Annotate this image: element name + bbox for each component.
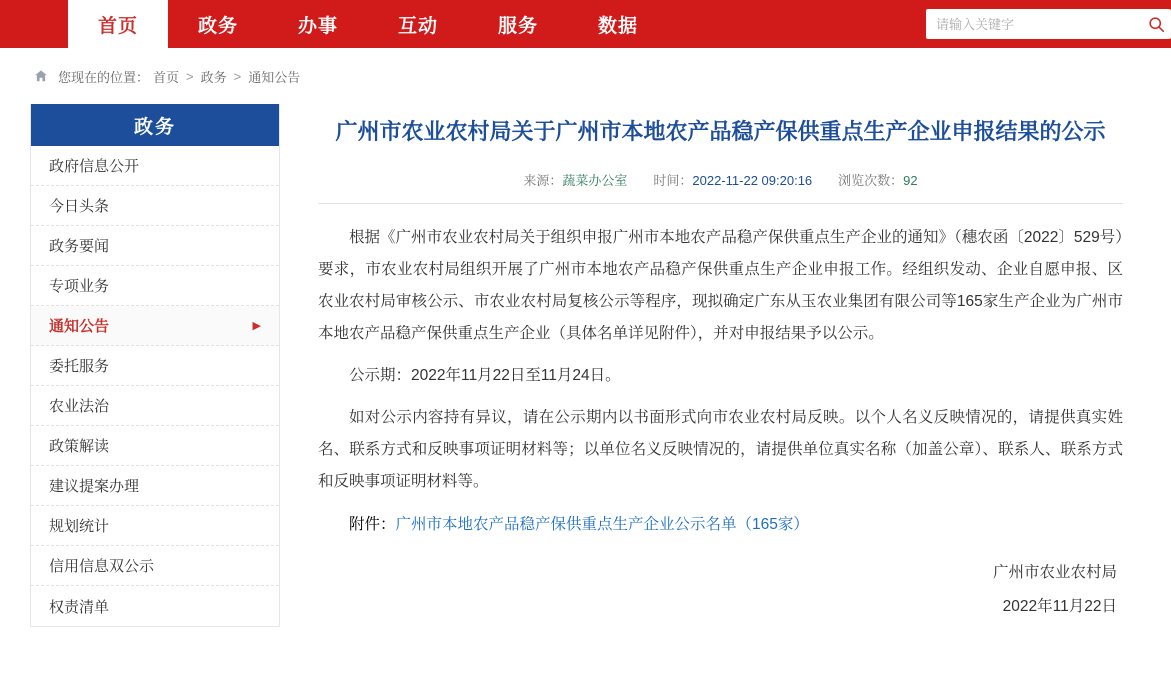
meta-views-value: 92: [903, 173, 918, 188]
search-box: [926, 9, 1171, 39]
nav-item-label: 办事: [297, 15, 338, 37]
chevron-right-icon: ▶: [252, 320, 261, 332]
meta-time: [653, 170, 812, 189]
sidebar-item-label: 专项业务: [49, 278, 110, 295]
nav-item-home[interactable]: [68, 0, 168, 48]
sidebar-item-label: 政府信息公开: [49, 158, 140, 175]
article-body: [318, 222, 1123, 498]
breadcrumb-separator: >: [186, 68, 194, 84]
attachment-label: 附件：: [349, 516, 396, 533]
attachment-link[interactable]: 广州市本地农产品稳产保供重点生产企业公示名单（165家）: [395, 516, 809, 533]
home-icon: [34, 69, 48, 83]
sidebar-item-label: 通知公告: [49, 318, 110, 335]
sidebar-item-label: 建议提案办理: [49, 478, 140, 495]
sidebar-item-government-news[interactable]: [31, 226, 279, 266]
signoff-organization: 广州市农业农村局: [992, 564, 1117, 581]
nav-item-data[interactable]: [568, 0, 668, 48]
page-title: 广州市农业农村局关于广州市本地农产品稳产保供重点生产企业申报结果的公示: [335, 119, 1106, 144]
meta-time-label: 时间：: [653, 173, 693, 188]
nav-item-label: 首页: [97, 15, 138, 37]
sidebar-item-label: 今日头条: [49, 198, 110, 215]
sidebar-item-special-business[interactable]: [31, 266, 279, 306]
sidebar-item-agriculture-law[interactable]: [31, 386, 279, 426]
sidebar-item-label: 规划统计: [49, 518, 110, 535]
top-navigation-bar: [0, 0, 1171, 48]
article-content: [280, 104, 1141, 624]
meta-time-value: 2022-11-22 09:20:16: [692, 173, 813, 188]
article-paragraph: 根据《广州市农业农村局关于组织申报广州市本地农产品稳产保供重点生产企业的通知》（穗农函〔2022〕529号）要求，市农业农村局组织开展了广州市本地农产品稳产保供重点生产企业申报工作。经组织发动、企业自愿申报、区农业农村局审核公示、市农业农村局复核公示等程序，现拟确定广东从玉农业集团有限公司等165家生产企业为广州市本地农产品稳产保供重点生产企业（具体名单详见附件），并对申报结果予以公示。: [318, 229, 1123, 342]
nav-item-label: 政务: [197, 15, 238, 37]
breadcrumb-item-notices[interactable]: 通知公告: [248, 69, 301, 85]
attachment-row: [318, 512, 1123, 534]
search-button[interactable]: [1141, 9, 1171, 39]
sidebar-item-today-headlines[interactable]: [31, 186, 279, 226]
sidebar-title: 政务: [31, 104, 279, 146]
sidebar-item-government-info-disclosure[interactable]: [31, 146, 279, 186]
sidebar-item-credit-double-disclosure[interactable]: [31, 546, 279, 586]
sidebar-item-policy-interpretation[interactable]: [31, 426, 279, 466]
article-signoff: [318, 556, 1123, 624]
meta-views-label: 浏览次数：: [838, 173, 904, 188]
sidebar-item-entrusted-services[interactable]: [31, 346, 279, 386]
meta-divider: [318, 203, 1123, 204]
search-icon: [1148, 16, 1165, 33]
nav-item-government[interactable]: [168, 0, 268, 48]
article-paragraph: 公示期：2022年11月22日至11月24日。: [349, 367, 621, 384]
meta-source-label: 来源：: [523, 173, 563, 188]
breadcrumb-separator: >: [233, 68, 242, 84]
page-layout: [0, 104, 1171, 627]
signoff-date: 2022年11月22日: [1002, 598, 1117, 615]
breadcrumb-item-home[interactable]: 首页: [153, 69, 180, 85]
nav-left-spacer: [0, 0, 68, 48]
sidebar-item-proposal-handling[interactable]: [31, 466, 279, 506]
nav-item-interaction[interactable]: [368, 0, 468, 48]
breadcrumb-prefix: 您现在的位置：: [58, 69, 150, 85]
article-meta: [318, 170, 1123, 189]
sidebar-item-label: 信用信息双公示: [49, 558, 155, 575]
sidebar-item-label: 委托服务: [49, 358, 110, 375]
meta-source: [523, 170, 627, 189]
sidebar: [30, 104, 280, 627]
sidebar-item-responsibility-list[interactable]: [31, 586, 279, 626]
nav-item-service[interactable]: [468, 0, 568, 48]
nav-item-label: 服务: [497, 15, 538, 37]
article-paragraph: 如对公示内容持有异议，请在公示期内以书面形式向市农业农村局反映。以个人名义反映情况的，请提供真实姓名、联系方式和反映事项证明材料等；以单位名义反映情况的，请提供单位真实名称（加盖公章）、联系人、联系方式和反映事项证明材料等。: [318, 409, 1123, 490]
sidebar-item-planning-statistics[interactable]: [31, 506, 279, 546]
sidebar-item-label: 政务要闻: [49, 238, 110, 255]
meta-source-value: 蔬菜办公室: [562, 173, 628, 188]
nav-item-label: 互动: [397, 15, 438, 37]
sidebar-item-label: 权责清单: [49, 598, 110, 616]
nav-item-services[interactable]: [268, 0, 368, 48]
nav-item-label: 数据: [597, 15, 638, 37]
sidebar-item-label: 政策解读: [49, 438, 110, 455]
sidebar-item-notices[interactable]: [31, 306, 279, 346]
sidebar-item-label: 农业法治: [49, 398, 110, 415]
search-input[interactable]: [926, 10, 1141, 38]
meta-views: [838, 170, 917, 189]
breadcrumb-item-government[interactable]: 政务: [200, 69, 227, 85]
breadcrumb: [0, 48, 1171, 104]
